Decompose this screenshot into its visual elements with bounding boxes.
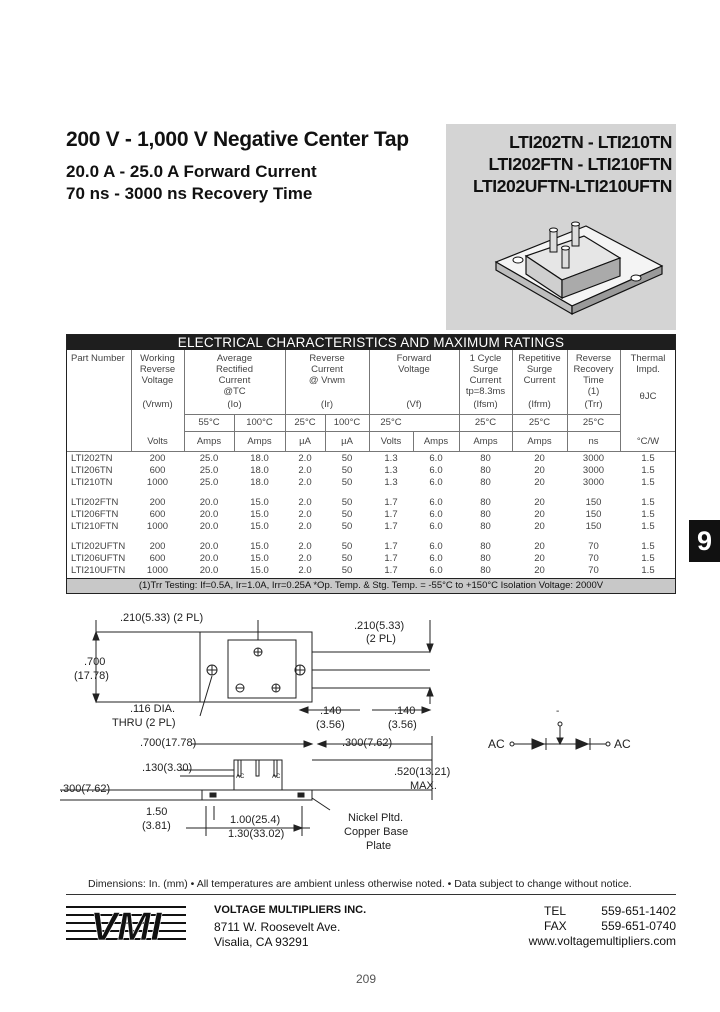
cell-ir-25: 2.0 (298, 521, 312, 532)
dim-pin-spacing-count: (2 PL) (366, 633, 396, 645)
part-number-cell: LTI210FTN (71, 521, 119, 532)
tel-label: TEL (544, 904, 567, 918)
cell-thermal: 1.5 (641, 565, 655, 576)
col-ir-2: Current (311, 364, 343, 375)
dim-base-thickness: .300(7.62) (60, 783, 111, 795)
unit-volts: Volts (147, 436, 168, 447)
cell-io-55: 20.0 (199, 509, 219, 520)
col-trr-1: Reverse (575, 353, 612, 364)
cell-ifsm: 80 (480, 509, 491, 520)
sym-vf: (Vf) (406, 399, 422, 410)
schematic-ac-left: AC (488, 737, 505, 751)
cell-ir-100: 50 (341, 565, 353, 576)
cell-thermal: 1.5 (641, 509, 655, 520)
cell-vf: 1.3 (384, 453, 398, 464)
general-notes: Dimensions: In. (mm) • All temperatures are ambient unless otherwise noted. • Data subject to change without notice. (88, 878, 632, 890)
part-range-tn: LTI202TN - LTI210TN (509, 132, 672, 152)
dim-max-label: MAX. (410, 780, 437, 792)
dim-pin-edge-a-mm: (3.56) (316, 719, 345, 731)
dim-pin-edge-a: .140 (320, 705, 342, 717)
cell-vrwm: 600 (149, 465, 166, 476)
company-logo (66, 902, 186, 944)
cell-vf: 1.7 (384, 541, 398, 552)
cell-ir-25: 2.0 (298, 553, 312, 564)
cell-vrwm: 200 (149, 453, 166, 464)
cell-ir-100: 50 (341, 497, 353, 508)
part-number-cell: LTI210UFTN (71, 565, 126, 576)
cell-trr: 150 (585, 497, 602, 508)
col-part-number: Part Number (71, 353, 125, 364)
cell-ifsm: 80 (480, 553, 491, 564)
base-label-1: Nickel Pltd. (348, 812, 404, 824)
cell-vf-amps: 6.0 (429, 541, 443, 552)
cell-io-100: 15.0 (250, 509, 269, 520)
col-trr-4: (1) (587, 386, 600, 397)
cell-io-100: 18.0 (250, 453, 269, 464)
cell-vf: 1.7 (384, 497, 398, 508)
unit-amps-55: Amps (196, 436, 222, 447)
unit-vf-volts: Volts (380, 436, 402, 447)
cell-ifrm: 20 (534, 465, 545, 476)
cell-thermal: 1.5 (641, 541, 655, 552)
cell-io-100: 18.0 (250, 477, 269, 488)
cell-ifrm: 20 (534, 541, 545, 552)
subtitle-current: 20.0 A - 25.0 A Forward Current (66, 162, 317, 181)
cell-thermal: 1.5 (641, 453, 655, 464)
col-thermal-2: Impd. (636, 364, 660, 375)
cell-vf-amps: 6.0 (429, 509, 443, 520)
cell-io-55: 25.0 (199, 477, 219, 488)
cell-io-55: 25.0 (199, 465, 219, 476)
cell-vrwm: 200 (149, 497, 166, 508)
sym-theta-jc: θJC (639, 391, 657, 402)
col-ir-3: @ Vrwm (308, 375, 346, 386)
cell-ifrm: 20 (534, 521, 545, 532)
cell-vf: 1.7 (384, 521, 398, 532)
dim-pin-spacing: .210(5.33) (354, 620, 405, 632)
part-range-uftn: LTI202UFTN-LTI210UFTN (472, 176, 672, 196)
dim-body-width-mm: (17.78) (74, 670, 109, 682)
table-footnote: (1)Trr Testing: If=0.5A, Ir=1.0A, Irr=0.25A *Op. Temp. & Stg. Temp. = -55°C to +150°C Isolation Voltage: 2000V (67, 578, 675, 593)
cell-ifrm: 20 (534, 553, 545, 564)
pin-label-ac-right: AC (272, 774, 281, 780)
cond-io-100: 100°C (246, 417, 273, 428)
base-label-2: Copper Base (344, 826, 409, 838)
cond-ifsm-25: 25°C (474, 417, 497, 428)
dim-hole-thru: THRU (2 PL) (112, 717, 176, 729)
cell-thermal: 1.5 (641, 553, 655, 564)
cell-ir-100: 50 (341, 465, 353, 476)
section-tab: 9 (689, 520, 720, 562)
cell-vrwm: 1000 (146, 565, 169, 576)
dim-pin-edge-b-mm: (3.56) (388, 719, 417, 731)
cell-ifrm: 20 (534, 565, 545, 576)
sym-trr: (Trr) (584, 399, 603, 410)
base-label-3: Plate (366, 840, 392, 852)
cell-vrwm: 200 (149, 541, 166, 552)
cell-ifrm: 20 (534, 497, 545, 508)
part-number-cell: LTI202UFTN (71, 541, 126, 552)
dim-pin-height: .130(3.30) (142, 762, 193, 774)
col-ir-1: Reverse (309, 353, 345, 364)
cell-vrwm: 1000 (146, 521, 169, 532)
company-name: VOLTAGE MULTIPLIERS INC. (214, 904, 367, 916)
dim-body-length: .700(17.78) (140, 737, 197, 749)
part-number-panel (446, 124, 676, 330)
cell-vf-amps: 6.0 (429, 521, 443, 532)
cell-vf-amps: 6.0 (429, 497, 443, 508)
unit-ifsm: Amps (473, 436, 498, 447)
cell-trr: 70 (588, 553, 599, 564)
cell-ifsm: 80 (480, 541, 491, 552)
pin-label-minus: - (256, 774, 258, 780)
fax-number: 559-651-0740 (601, 919, 676, 933)
cell-vrwm: 1000 (146, 477, 169, 488)
cell-vrwm: 600 (149, 509, 166, 520)
cell-io-100: 15.0 (250, 521, 269, 532)
subtitle-recovery: 70 ns - 3000 ns Recovery Time (66, 184, 313, 203)
dim-body-width: .700 (84, 656, 106, 668)
cell-vf: 1.7 (384, 565, 398, 576)
cell-vf: 1.7 (384, 553, 398, 564)
table-title: ELECTRICAL CHARACTERISTICS AND MAXIMUM RATINGS (67, 335, 675, 350)
cell-ir-25: 2.0 (298, 565, 312, 576)
col-ifrm-1: Repetitive (518, 353, 561, 364)
sym-ir: (Ir) (320, 399, 334, 410)
col-ifsm-2: Surge (472, 364, 499, 375)
cell-trr: 150 (585, 509, 602, 520)
dim-max-height: .520(13.21) (394, 766, 451, 778)
cell-thermal: 1.5 (641, 521, 655, 532)
cell-trr: 70 (588, 541, 599, 552)
part-number-cell: LTI202TN (71, 453, 113, 464)
dim-hole-edge: 1.50 (146, 806, 168, 818)
cell-ifsm: 80 (480, 465, 491, 476)
cell-io-100: 15.0 (250, 497, 269, 508)
cell-io-55: 20.0 (199, 521, 219, 532)
cell-ir-100: 50 (341, 453, 353, 464)
col-vrwm-3: Voltage (141, 375, 174, 386)
cell-vf-amps: 6.0 (429, 453, 443, 464)
cell-io-100: 18.0 (250, 465, 269, 476)
part-number-cell: LTI206UFTN (71, 553, 126, 564)
cell-ir-25: 2.0 (298, 465, 312, 476)
col-ifsm-3: Current (469, 375, 502, 386)
cond-io-55: 55°C (198, 417, 220, 428)
sym-ifsm: (Ifsm) (473, 399, 498, 410)
cond-ir-25: 25°C (294, 417, 316, 428)
cell-trr: 150 (585, 521, 602, 532)
company-address-1: 8711 W. Roosevelt Ave. (214, 920, 341, 934)
cell-ir-25: 2.0 (298, 509, 312, 520)
schematic-ac-right: AC (614, 737, 631, 751)
dim-hole-edge-mm: (3.81) (142, 820, 171, 832)
part-number-cell: LTI202FTN (71, 497, 119, 508)
sym-vrwm: (Vrwm) (142, 399, 173, 410)
cell-io-55: 20.0 (199, 541, 219, 552)
dim-case-height: .300(7.62) (342, 737, 393, 749)
part-number-cell: LTI206TN (71, 465, 113, 476)
cell-ifsm: 80 (480, 497, 491, 508)
unit-ua-25: µA (299, 436, 311, 447)
schematic-minus: - (556, 706, 560, 717)
unit-trr: ns (588, 436, 599, 447)
cell-vrwm: 600 (149, 553, 166, 564)
cell-ifsm: 80 (480, 565, 491, 576)
unit-thermal: °C/W (636, 436, 660, 447)
cell-vf: 1.7 (384, 509, 398, 520)
col-thermal-1: Thermal (630, 353, 666, 364)
cond-ifrm-25: 25°C (528, 417, 551, 428)
cell-vf-amps: 6.0 (429, 477, 443, 488)
cell-ifrm: 20 (534, 453, 545, 464)
website-link[interactable]: www.voltagemultipliers.com (528, 934, 676, 948)
company-address-2: Visalia, CA 93291 (214, 935, 309, 949)
sym-io: (Io) (227, 399, 242, 410)
cond-vf-25: 25°C (380, 417, 402, 428)
cell-trr: 70 (588, 565, 599, 576)
cell-ifrm: 20 (534, 509, 545, 520)
cell-vf-amps: 6.0 (429, 565, 443, 576)
col-io-2: Rectified (216, 364, 253, 375)
company-logo-text: VMI (90, 905, 162, 944)
cell-ifsm: 80 (480, 521, 491, 532)
cell-vf-amps: 6.0 (429, 465, 443, 476)
cell-ir-100: 50 (341, 521, 353, 532)
unit-ua-100: µA (341, 436, 353, 447)
cell-io-100: 15.0 (250, 541, 269, 552)
package-illustration (486, 214, 676, 324)
cell-vf: 1.3 (384, 477, 398, 488)
pin-label-ac-left: AC (236, 774, 245, 780)
col-vrwm-1: Working (140, 353, 175, 364)
sym-ifrm: (Ifrm) (528, 399, 551, 410)
cell-trr: 3000 (582, 477, 605, 488)
cond-ir-100: 100°C (333, 417, 361, 428)
tel-number: 559-651-1402 (601, 904, 676, 918)
cell-io-55: 20.0 (199, 565, 219, 576)
col-trr-2: Recovery (573, 364, 614, 375)
dim-base-length: 1.30(33.02) (228, 828, 285, 840)
dim-hole-spacing: 1.00(25.4) (230, 814, 281, 826)
cell-ir-100: 50 (341, 541, 353, 552)
col-ifsm-4: tp=8.3ms (465, 386, 506, 397)
cell-io-100: 15.0 (250, 553, 269, 564)
unit-vf-amps: Amps (423, 436, 449, 447)
cell-thermal: 1.5 (641, 477, 655, 488)
unit-amps-100: Amps (247, 436, 272, 447)
cell-ir-100: 50 (341, 477, 353, 488)
cell-ir-25: 2.0 (298, 497, 312, 508)
col-io-1: Average (216, 353, 253, 364)
dim-hole-dia: .116 DIA. (130, 703, 176, 715)
cell-thermal: 1.5 (641, 465, 655, 476)
cell-vf: 1.3 (384, 465, 398, 476)
col-ifrm-2: Surge (526, 364, 553, 375)
dim-hole-offset: .210(5.33) (2 PL) (120, 612, 204, 624)
cell-io-55: 25.0 (199, 453, 219, 464)
cell-vf-amps: 6.0 (429, 553, 443, 564)
cell-io-55: 20.0 (199, 497, 219, 508)
cell-trr: 3000 (582, 453, 605, 464)
page-number: 209 (356, 972, 377, 986)
unit-ifrm: Amps (527, 436, 552, 447)
col-io-4: @TC (223, 386, 246, 397)
cell-ir-100: 50 (341, 553, 353, 564)
cell-thermal: 1.5 (641, 497, 655, 508)
col-ifsm-1: 1 Cycle (469, 353, 502, 364)
ratings-table (66, 334, 676, 594)
fax-label: FAX (544, 919, 567, 933)
dim-pin-edge-b: .140 (394, 705, 416, 717)
cond-trr-25: 25°C (582, 417, 605, 428)
cell-ir-100: 50 (341, 509, 353, 520)
col-vrwm-2: Reverse (139, 364, 176, 375)
part-number-cell: LTI210TN (71, 477, 113, 488)
cell-ir-25: 2.0 (298, 541, 312, 552)
cell-ir-25: 2.0 (298, 477, 312, 488)
col-io-3: Current (218, 375, 251, 386)
col-vf-2: Voltage (398, 364, 430, 375)
cell-ifrm: 20 (534, 477, 545, 488)
col-ifrm-3: Current (523, 375, 556, 386)
cell-io-55: 20.0 (199, 553, 219, 564)
col-trr-3: Time (583, 375, 604, 386)
cell-ifsm: 80 (480, 453, 491, 464)
page-title: 200 V - 1,000 V Negative Center Tap (66, 128, 409, 151)
cell-trr: 3000 (582, 465, 605, 476)
cell-ifsm: 80 (480, 477, 491, 488)
part-number-cell: LTI206FTN (71, 509, 119, 520)
cell-io-100: 15.0 (250, 565, 269, 576)
part-range-ftn: LTI202FTN - LTI210FTN (488, 154, 672, 174)
cell-ir-25: 2.0 (298, 453, 312, 464)
col-vf-1: Forward (396, 353, 432, 364)
